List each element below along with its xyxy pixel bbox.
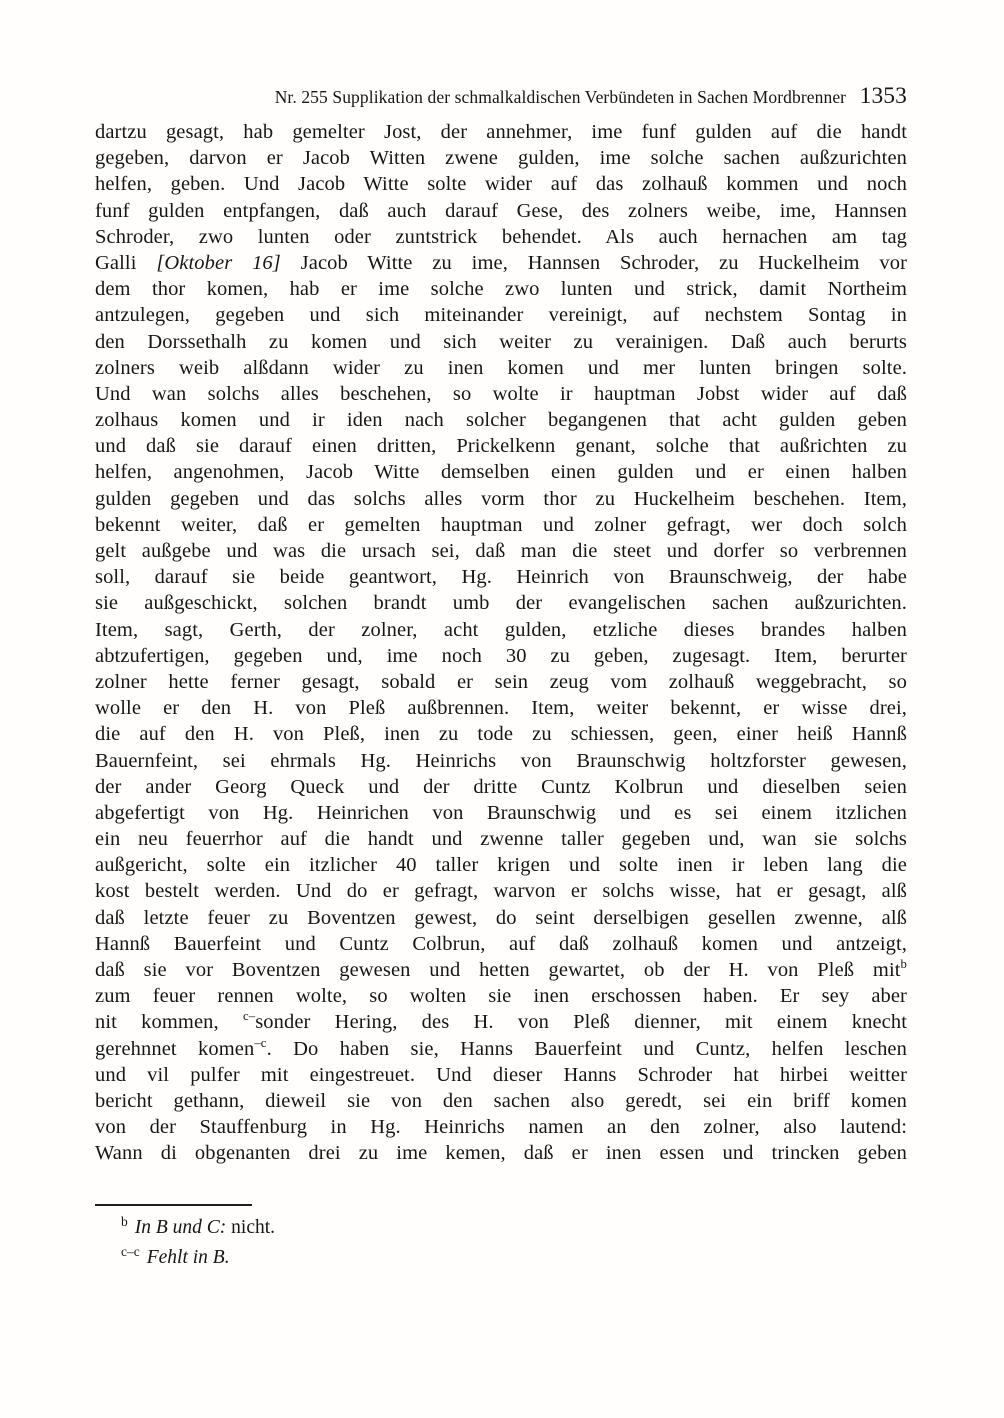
text-segment: nit kommen, [95,1011,243,1034]
text-segment: funf gulden entpfangen, daß auch darauf Gese, des zolners weibe, ime, Hannsen [95,199,907,222]
text-segment: Schroder, zwo lunten oder zuntstrick behendet. Als auch hernachen am tag [95,225,907,248]
text-line [95,459,907,485]
text-segment: zolner hette ferner gesagt, sobald er sein zeug vom zolhauß weggebracht, so [95,670,907,693]
footnote-text: In B und C: [134,1217,227,1238]
text-line [95,826,907,852]
text-segment: abtzufertigen, gegeben und, ime noch 30 zu geben, zugesagt. Item, berurter [95,644,907,667]
text-segment: und vil pulfer mit eingestreuet. Und dieser Hanns Schroder hat hirbei weitter [95,1063,907,1086]
footnotes-section [95,1204,907,1273]
text-line [95,276,907,302]
text-segment: Jacob Witte zu ime, Hannsen Schroder, zu Huckelheim vor [280,251,907,274]
text-line [95,1140,907,1166]
text-segment: [Oktober 16] [156,251,281,274]
text-line [95,355,907,381]
text-segment: gerehnnet komen [95,1037,255,1060]
text-segment: zum feuer rennen wolte, so wolten sie inen erschossen haben. Er sey aber [95,985,907,1008]
text-line [95,643,907,669]
text-segment: b [900,957,907,972]
text-segment: gelt außgebe und was die ursach sei, daß man die steet und dorfer so verbrennen [95,540,907,562]
running-head [95,83,907,110]
text-line [95,721,907,747]
text-line [95,486,907,512]
text-segment: Wann di obgenanten drei zu ime kemen, daß er inen essen und trincken geben [95,1142,907,1165]
text-segment: antzulegen, gegeben und sich miteinander vereinigt, auf nechstem Sontag in [95,304,907,327]
text-line [95,669,907,695]
text-segment: dem thor komen, hab er ime solche zwo lunten und strick, damit Northeim [95,278,907,301]
text-line [95,852,907,878]
text-line [95,800,907,826]
text-line [95,748,907,774]
text-line [95,407,907,433]
text-line [95,590,907,616]
text-line [95,381,907,407]
text-line [95,145,907,171]
text-line [95,302,907,328]
text-line [95,512,907,538]
footnote-text: nicht. [226,1217,276,1238]
text-segment: Bauernfeint, sei ehrmals Hg. Heinrichs von Braunschwig holtzforster gewesen, [95,749,907,772]
text-segment: Hannß Bauerfeint und Cuntz Colbrun, auf daß zolhauß komen und antzeigt, [95,932,907,955]
text-line [95,931,907,957]
footnote [95,1243,907,1273]
text-line [95,774,907,800]
text-line [95,1036,907,1062]
text-line [95,119,907,145]
text-line [95,433,907,459]
text-segment: kost bestelt werden. Und do er gefragt, warvon er solchs wisse, hat er gesagt, alß [95,880,907,903]
text-segment: helfen, angenohmen, Jacob Witte demselben einen gulden und er einen halben [95,461,907,484]
text-segment: die auf den H. von Pleß, inen zu tode zu schiessen, geen, einer heiß Hannß [95,723,907,746]
text-line [95,905,907,931]
footnote [95,1213,907,1243]
header-title: Nr. 255 Supplikation der schmalkaldischen Verbündeten in Sachen Mordbrenner [274,87,847,107]
text-segment: bericht gethann, dieweil sie von den sachen also geredt, sei ein briff komen [95,1089,907,1112]
text-segment: daß letzte feuer zu Boventzen gewest, do seint derselbigen gesellen zwenne, alß [95,906,907,929]
text-line [95,250,907,276]
text-line [95,171,907,197]
text-line [95,538,907,564]
text-segment: gegeben, darvon er Jacob Witten zwene gulden, ime solche sachen außzurichten [95,147,907,170]
text-segment: dartzu gesagt, hab gemelter Jost, der annehmer, ime funf gulden auf die handt [95,121,907,143]
text-segment: und daß sie darauf einen dritten, Prickelkenn genant, solche that außrichten zu [95,435,907,458]
text-line [95,224,907,250]
text-segment: Und wan solchs alles beschehen, so wolte ir hauptman Jobst wider auf daß [95,382,907,405]
text-line [95,957,907,983]
text-segment: gulden gegeben und das solchs alles vorm thor zu Huckelheim beschehen. Item, [95,487,907,510]
text-line [95,878,907,904]
text-line [95,695,907,721]
text-segment: ein neu feuerrhor auf die handt und zwenne taller gegeben und, wan sie solchs [95,828,907,851]
footnote-marker: c–c [121,1243,140,1259]
text-segment: abgefertigt von Hg. Heinrichen von Braunschwig und es sei einem itzlichen [95,801,907,824]
text-segment: von der Stauffenburg in Hg. Heinrichs namen an den zolner, also lautend: [95,1116,907,1139]
text-line [95,1009,907,1035]
text-line [95,198,907,224]
footnote-text: Fehlt in B. [146,1247,230,1268]
text-line [95,1114,907,1140]
text-segment: außgericht, solte ein itzlicher 40 taller krigen und solte inen ir leben lang die [95,854,907,877]
text-segment: der ander Georg Queck und der dritte Cuntz Kolbrun und dieselben seien [95,775,907,798]
text-segment: . Do haben sie, Hanns Bauerfeint und Cuntz, helfen leschen [266,1037,907,1060]
page-number: 1353 [859,83,907,109]
text-segment: Item, sagt, Gerth, der zolner, acht gulden, etzliche dieses brandes halben [95,618,907,641]
text-segment: Galli [95,251,157,274]
text-segment: wolle er den H. von Pleß außbrennen. Item, weiter bekennt, er wisse drei, [95,697,907,720]
main-text-block [95,119,907,1167]
text-segment: daß sie vor Boventzen gewesen und hetten gewartet, ob der H. von Pleß mit [95,959,901,981]
text-line [95,564,907,590]
footnote-marker: b [121,1213,128,1229]
text-segment: c– [242,1009,256,1024]
text-segment: soll, darauf sie beide geantwort, Hg. Heinrich von Braunschweig, der habe [95,566,907,589]
text-segment: –c [254,1035,267,1050]
text-segment: den Dorssethalh zu komen und sich weiter zu verainigen. Daß auch berurts [95,330,907,353]
text-line [95,983,907,1009]
text-line [95,1088,907,1114]
text-segment: sie außgeschickt, solchen brandt umb der evangelischen sachen außzurichten. [95,592,907,615]
text-segment: zolhaus komen und ir iden nach solcher begangenen that acht gulden geben [95,409,907,432]
text-line [95,617,907,643]
text-segment: helfen, geben. Und Jacob Witte solte wider auf das zolhauß kommen und noch [95,173,907,196]
text-segment: sonder Hering, des H. von Pleß dienner, mit einem knecht [255,1011,907,1034]
text-line [95,329,907,355]
text-segment: bekennt weiter, daß er gemelten hauptman und zolner gefragt, wer doch solch [95,513,907,536]
footnote-list [95,1213,907,1273]
text-segment: zolners weib alßdann wider zu inen komen und mer lunten bringen solte. [95,356,907,379]
text-line [95,1062,907,1088]
footnote-separator-rule [95,1204,252,1206]
